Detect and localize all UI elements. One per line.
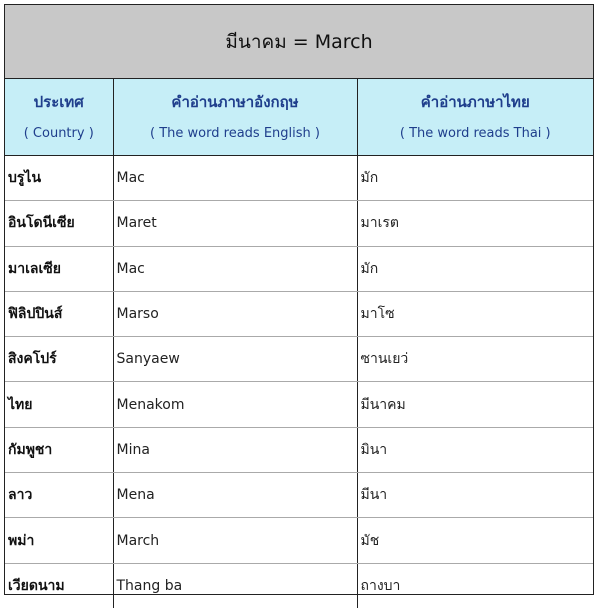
header-thai-label: คำอ่านภาษาไทย <box>420 93 530 111</box>
cell-english: March <box>113 518 357 563</box>
header-english-label: คำอ่านภาษาอังกฤษ <box>171 93 299 111</box>
cell-english: Sanyaew <box>113 337 357 382</box>
header-thai-sublabel: ( The word reads Thai ) <box>399 126 551 141</box>
header-english <box>113 79 357 156</box>
table-row <box>5 518 593 563</box>
cell-country: พม่า <box>5 518 113 563</box>
header-english-sublabel: ( The word reads English ) <box>150 126 320 141</box>
table-row <box>5 291 593 336</box>
cell-english: Mac <box>113 156 357 201</box>
header-thai <box>357 79 593 156</box>
cell-english: Maret <box>113 201 357 246</box>
header-country-sublabel: ( Country ) <box>23 126 94 141</box>
page-title: มีนาคม = March <box>5 5 593 79</box>
cell-thai: มาโซ <box>357 291 593 336</box>
table-row <box>5 156 593 201</box>
table-row <box>5 563 593 608</box>
cell-country: มาเลเซีย <box>5 246 113 291</box>
cell-thai: มินา <box>357 427 593 472</box>
cell-country: ฟิลิปปินส์ <box>5 291 113 336</box>
table-row <box>5 246 593 291</box>
table-header-row <box>5 79 593 156</box>
table-row <box>5 201 593 246</box>
table-row <box>5 337 593 382</box>
cell-country: ไทย <box>5 382 113 427</box>
month-table-frame <box>4 4 594 595</box>
cell-english: Mac <box>113 246 357 291</box>
cell-thai: มีนาคม <box>357 382 593 427</box>
cell-thai: ซานเยว่ <box>357 337 593 382</box>
header-country <box>5 79 113 156</box>
month-names-table <box>5 79 593 608</box>
cell-country: สิงคโปร์ <box>5 337 113 382</box>
cell-thai: มีนา <box>357 473 593 518</box>
cell-country: อินโดนีเซีย <box>5 201 113 246</box>
cell-country: กัมพูชา <box>5 427 113 472</box>
cell-english: Mena <box>113 473 357 518</box>
header-country-label: ประเทศ <box>33 93 84 111</box>
table-row <box>5 473 593 518</box>
cell-english: Thang ba <box>113 563 357 608</box>
cell-country: ลาว <box>5 473 113 518</box>
cell-english: Menakom <box>113 382 357 427</box>
cell-country: บรูไน <box>5 156 113 201</box>
cell-thai: มาเรต <box>357 201 593 246</box>
table-row <box>5 427 593 472</box>
cell-thai: ถางบา <box>360 577 401 594</box>
table-row <box>5 382 593 427</box>
cell-thai: มัก <box>357 156 593 201</box>
cell-country: เวียดนาม <box>5 563 113 608</box>
cell-english: Mina <box>113 427 357 472</box>
cell-thai: มัช <box>357 518 593 563</box>
cell-thai: มัก <box>357 246 593 291</box>
cell-english: Marso <box>113 291 357 336</box>
